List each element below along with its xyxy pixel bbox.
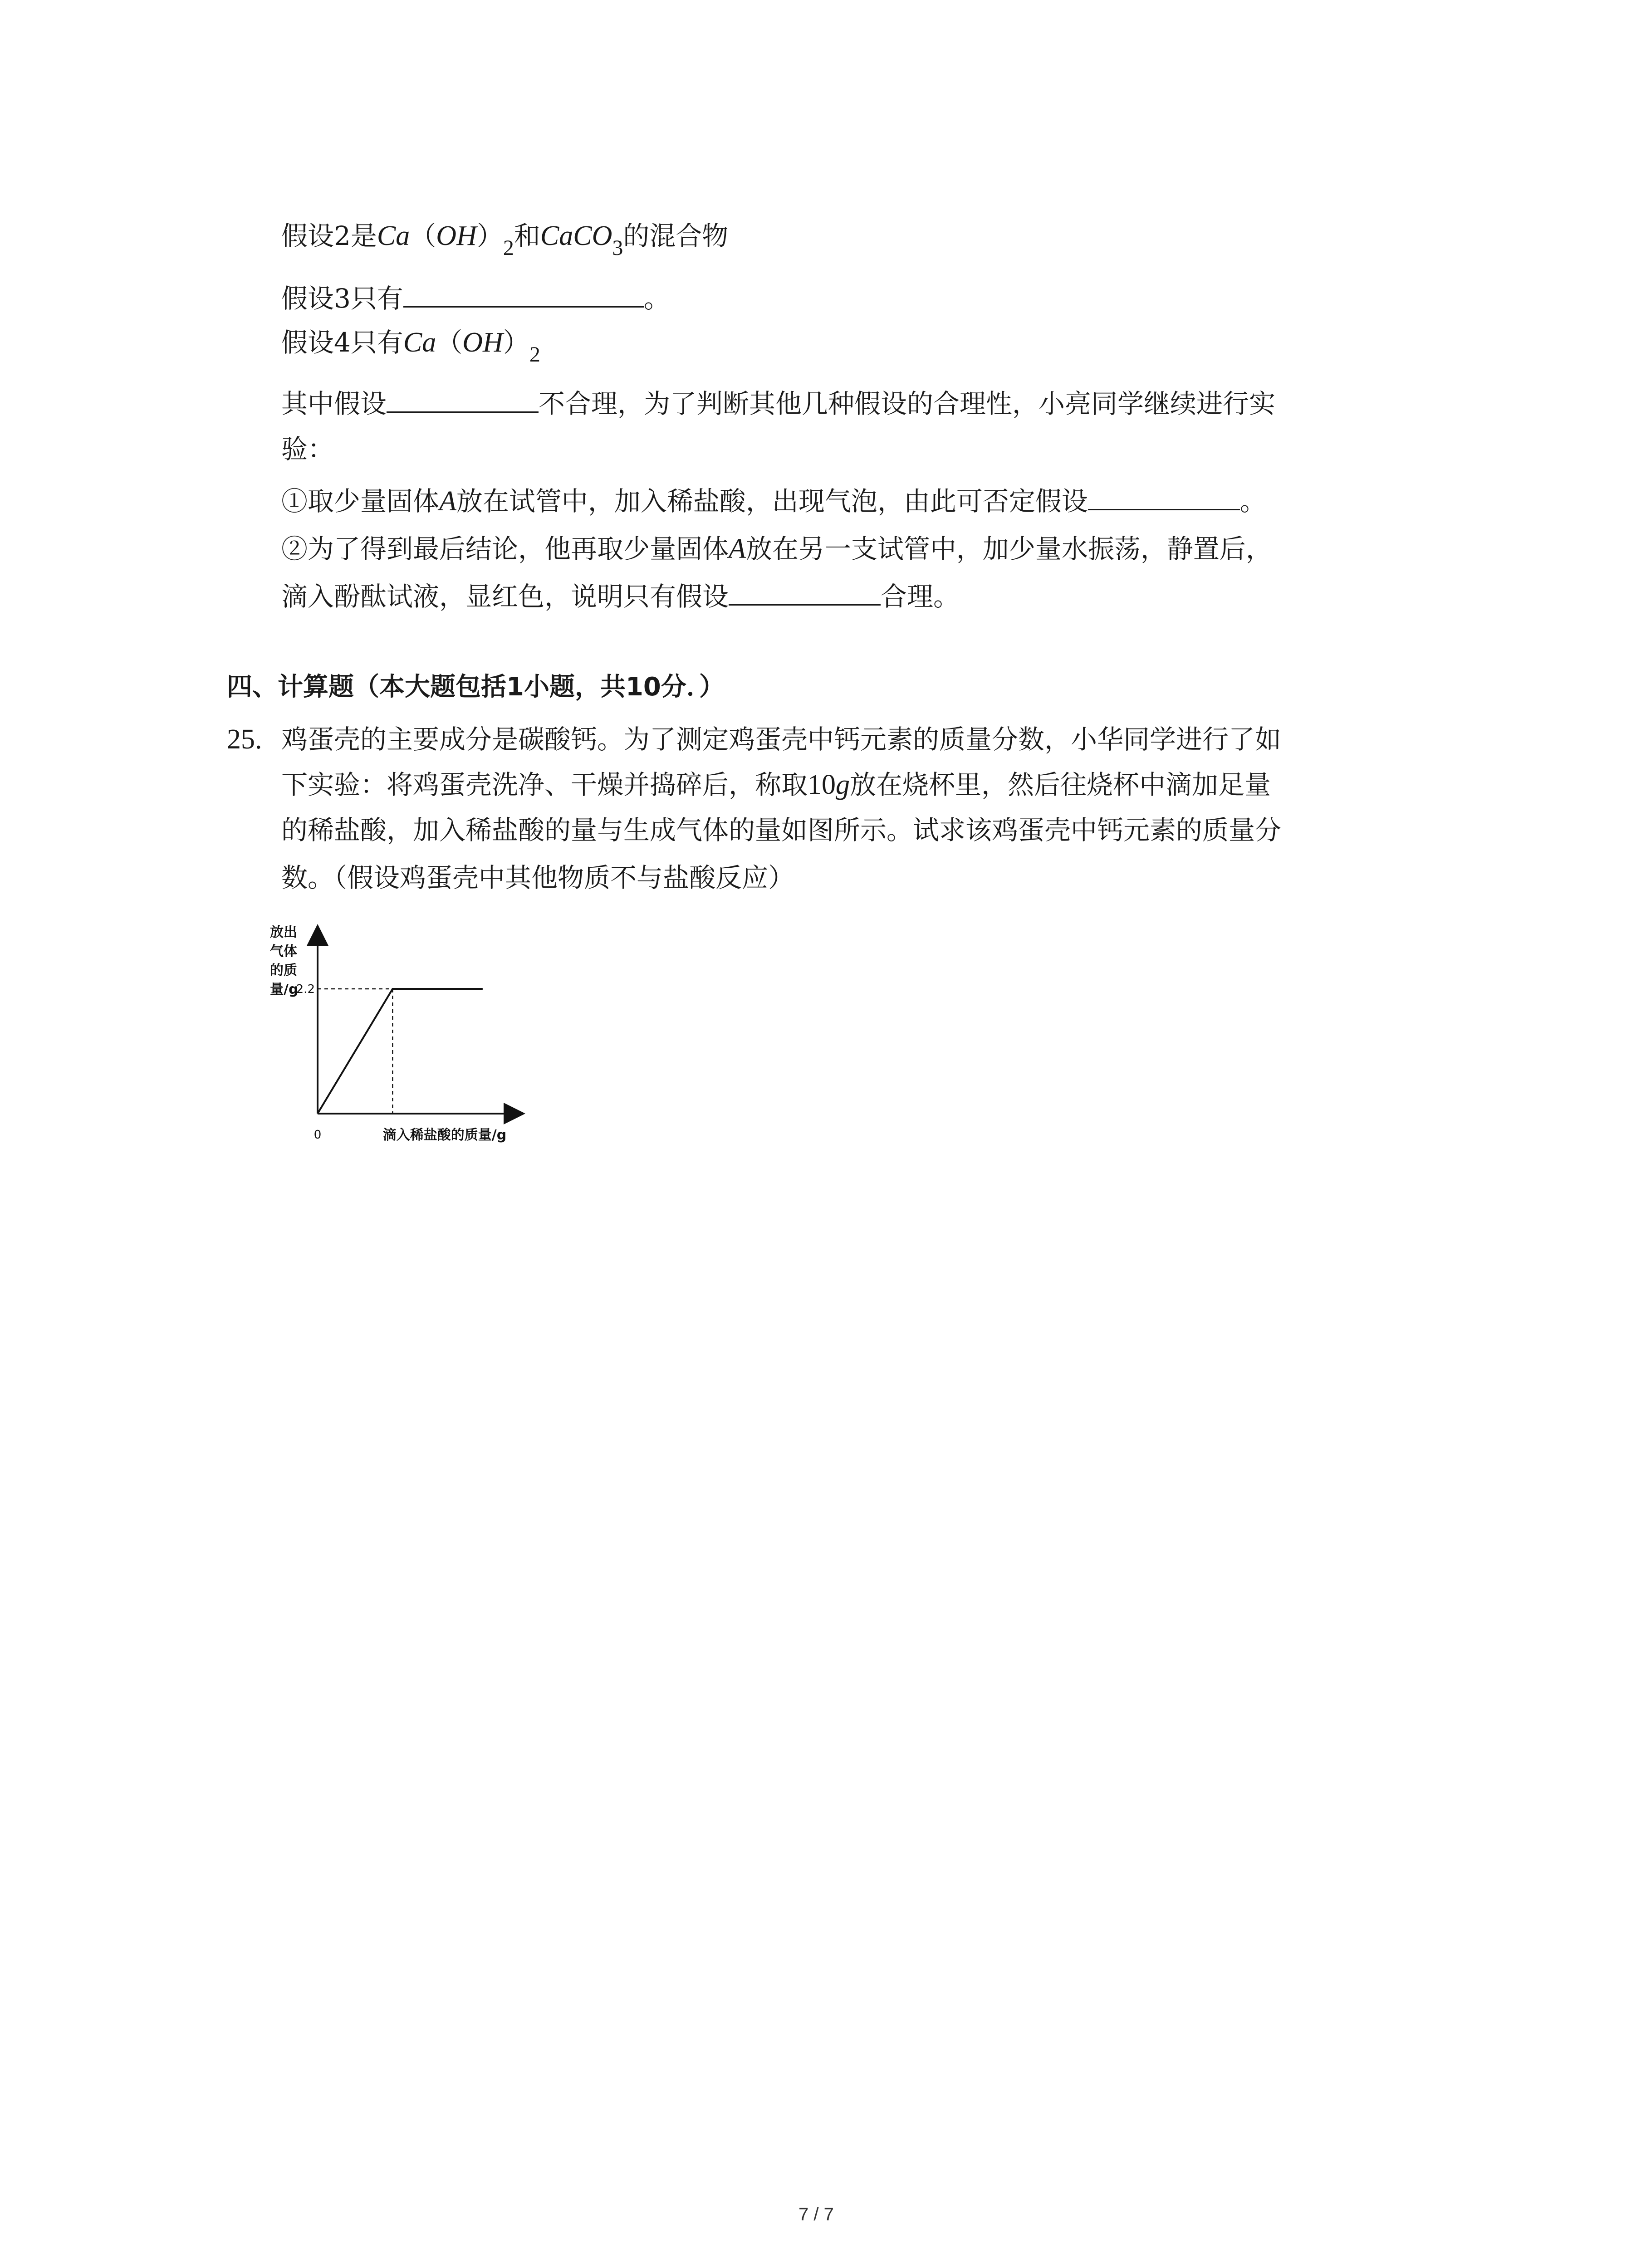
question-25-line-2	[281, 767, 1271, 803]
formula-oh: OH	[462, 327, 503, 358]
mass-unit: g	[836, 769, 850, 800]
step-1-prefix: ①取少量固体	[281, 486, 440, 517]
q-prefix: 其中假设	[281, 388, 387, 419]
y-axis-label	[270, 924, 298, 997]
y-axis-label-line: 量/g	[270, 982, 299, 997]
answer-blank-negated[interactable]	[1088, 485, 1240, 510]
formula-ca: Ca	[403, 327, 436, 358]
answer-blank-reasonable[interactable]	[729, 581, 881, 606]
question-number-label: 25.	[227, 724, 262, 755]
hypothesis-4	[281, 324, 540, 367]
step-1	[281, 483, 1266, 519]
hypothesis-2-prefix: 假设2是	[281, 220, 377, 251]
hypothesis-4-prefix: 假设4只有	[281, 327, 403, 358]
gas-mass-series	[318, 989, 483, 1114]
step-1-middle: 放在试管中，加入稀盐酸，出现气泡，由此可否定假设	[456, 486, 1088, 517]
step-2-continued	[281, 578, 960, 615]
section-heading: 四、计算题（本大题包括1小题，共10分．）	[227, 672, 725, 702]
question-25-line-1: 鸡蛋壳的主要成分是碳酸钙。为了测定鸡蛋壳中钙元素的质量分数，小华同学进行了如	[281, 724, 1282, 755]
page-number: 7 / 7	[798, 2204, 834, 2224]
origin-label: 0	[314, 1128, 322, 1142]
line-2-prefix: 下实验：将鸡蛋壳洗净、干燥并捣碎后，称取	[281, 769, 808, 800]
solid-a: A	[439, 486, 456, 517]
answer-blank-hypothesis-3[interactable]	[403, 283, 644, 308]
step-2b-suffix: 合理。	[881, 581, 960, 612]
question-number	[227, 721, 262, 758]
hypothesis-2-suffix: 的混合物	[623, 220, 729, 251]
formula-caco: CaCO	[540, 220, 612, 251]
y-axis-label-line: 气体	[270, 943, 297, 959]
step-2-suffix: 放在另一支试管中，加少量水振荡，静置后，	[745, 533, 1272, 564]
gas-mass-chart	[268, 919, 531, 1163]
subscript-3: 3	[612, 236, 623, 260]
paren-left: （	[436, 327, 463, 358]
hypothesis-3-prefix: 假设3只有	[281, 283, 403, 314]
question-25-line-4: 数。（假设鸡蛋壳中其他物质不与盐酸反应）	[281, 862, 795, 893]
hypothesis-3-suffix: 。	[643, 283, 670, 314]
q-suffix: 不合理，为了判断其他几种假设的合理性，小亮同学继续进行实	[539, 388, 1276, 419]
mass-value: 10	[808, 769, 836, 800]
subscript-2: 2	[503, 236, 514, 260]
x-axis-label: 滴入稀盐酸的质量/g	[382, 1127, 507, 1143]
formula-oh: OH	[436, 220, 477, 251]
question-line-1	[281, 386, 1275, 422]
paren-right: ）	[476, 220, 503, 251]
chart-svg	[268, 919, 531, 1163]
question-25-line-3: 的稀盐酸，加入稀盐酸的量与生成气体的量如图所示。试求该鸡蛋壳中钙元素的质量分	[281, 815, 1282, 846]
line-2-suffix: 放在烧杯里，然后往烧杯中滴加足量	[850, 769, 1271, 800]
hypothesis-3	[281, 280, 670, 317]
step-1-suffix: 。	[1239, 486, 1266, 517]
paren-left: （	[410, 220, 436, 251]
hypothesis-2	[281, 218, 729, 260]
question-line-2: 验：	[281, 434, 334, 464]
y-axis-label-line: 的质	[270, 963, 297, 978]
solid-a: A	[729, 533, 746, 564]
y-tick-label: 2.2	[296, 982, 315, 996]
formula-ca: Ca	[377, 220, 410, 251]
answer-blank-unreasonable[interactable]	[387, 388, 539, 413]
step-2-prefix: ②为了得到最后结论，他再取少量固体	[281, 533, 729, 564]
y-axis-label-line: 放出	[270, 924, 297, 940]
paren-right: ）	[503, 327, 529, 358]
conjunction-he: 和	[514, 220, 540, 251]
step-2	[281, 531, 1272, 567]
subscript-2: 2	[529, 342, 540, 367]
step-2b-prefix: 滴入酚酞试液，显红色，说明只有假设	[281, 581, 729, 612]
